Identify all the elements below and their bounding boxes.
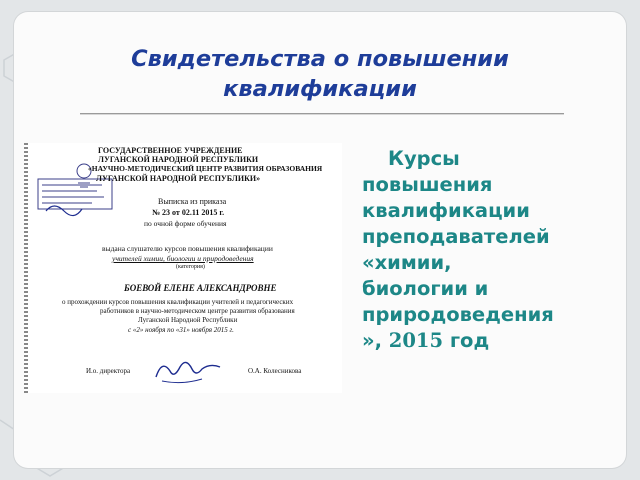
- cert-header-4: ЛУГАНСКОЙ НАРОДНОЙ РЕСПУБЛИКИ»: [96, 174, 261, 183]
- course-line-8b: год: [443, 329, 490, 352]
- certificate-left-border: [24, 143, 28, 393]
- cert-header-1: ГОСУДАРСТВЕННОЕ УЧРЕЖДЕНИЕ: [98, 146, 243, 155]
- certificate-image: [24, 143, 342, 393]
- cert-header-2: ЛУГАНСКОЙ НАРОДНОЙ РЕСПУБЛИКИ: [98, 155, 259, 164]
- cert-order-line: № 23 от 02.11 2015 г.: [152, 208, 225, 217]
- slide-title-line1: Свидетельства о повышении: [131, 46, 509, 72]
- course-line-7: природоведения: [362, 303, 554, 326]
- cert-issued-line: выдана слушателю курсов повышения квалификации: [102, 244, 273, 253]
- cert-form-line: по очной форме обучения: [144, 219, 227, 228]
- cert-description-2: работников в научно-методическом центре развития образования: [100, 307, 295, 315]
- slide-title: [40, 44, 600, 104]
- director-signature: [152, 355, 228, 389]
- cert-description-1: о прохождении курсов повышения квалификации учителей и педагогических: [62, 298, 294, 306]
- title-divider: [80, 113, 564, 115]
- cert-extract-label: Выписка из приказа: [158, 197, 227, 206]
- course-year: 2015: [388, 329, 444, 352]
- course-line-3: квалификации: [362, 199, 530, 222]
- course-line-2: повышения: [362, 173, 493, 196]
- course-line-8a: »,: [362, 329, 389, 352]
- course-line-4: преподавателей: [362, 225, 550, 248]
- course-line-1: Курсы: [388, 147, 460, 170]
- cert-director-name: О.А. Колесникова: [248, 367, 302, 375]
- course-description: [362, 146, 632, 354]
- cert-director-label: И.о. директора: [86, 367, 131, 375]
- course-line-6: биологии и: [362, 277, 489, 300]
- cert-header-3: «НАУЧНО-МЕТОДИЧЕСКИЙ ЦЕНТР РАЗВИТИЯ ОБРАЗОВАНИЯ: [88, 164, 323, 173]
- cert-recipient-name: БОЕВОЙ ЕЛЕНЕ АЛЕКСАНДРОВНЕ: [124, 283, 277, 293]
- slide-title-line2: квалификации: [223, 76, 417, 102]
- cert-course-dates: с «2» ноября по «31» ноября 2015 г.: [128, 326, 234, 334]
- cert-description-3: Луганской Народной Республики: [138, 316, 238, 324]
- course-line-5: «химии,: [362, 251, 452, 274]
- cert-category-note: (категория): [176, 264, 205, 270]
- cert-subject-line: учителей химии, биологии и природоведения: [112, 254, 254, 263]
